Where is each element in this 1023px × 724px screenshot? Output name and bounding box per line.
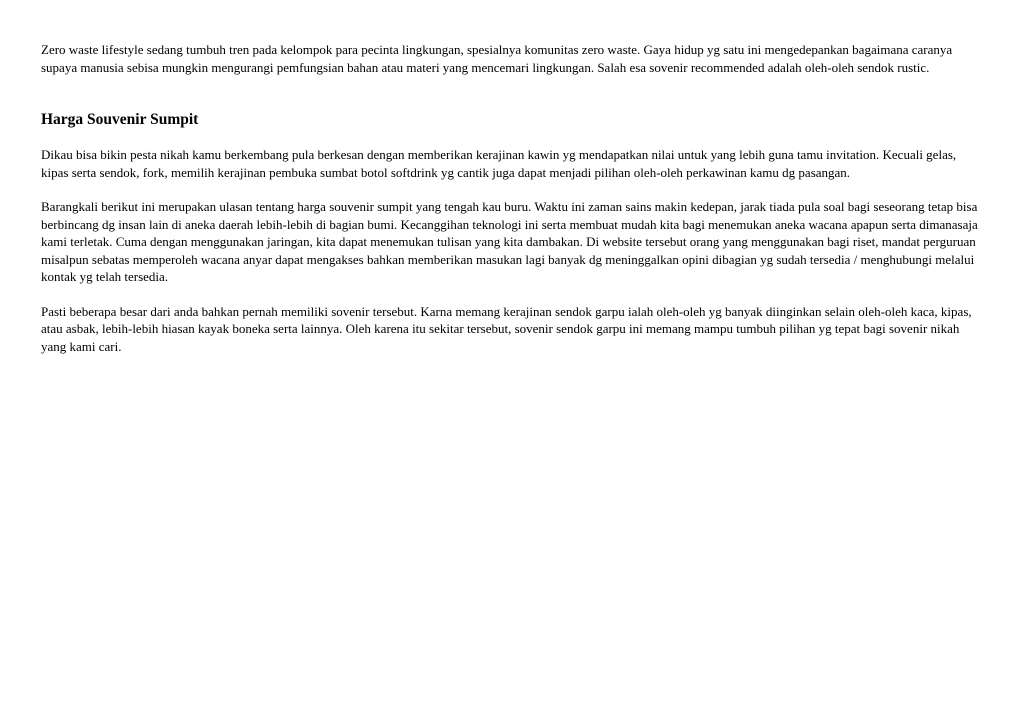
document-page	[41, 41, 981, 355]
body-paragraph-1: Dikau bisa bikin pesta nikah kamu berkembang pula berkesan dengan memberikan kerajinan kawin yg mendapatkan nilai untuk yang lebih guna tamu invitation. Kecuali gelas, kipas serta sendok, fork, memilih kerajinan pembuka sumbat botol softdrink yg cantik juga dapat menjadi pilihan oleh-oleh perkawinan kamu dg pasangan.	[41, 147, 957, 180]
body-paragraph-3: Pasti beberapa besar dari anda bahkan pernah memiliki sovenir tersebut. Karna memang kerajinan sendok garpu ialah oleh-oleh yg banyak diinginkan selain oleh-oleh kaca, kipas, atau asbak, lebih-lebih hiasan kayak boneka serta lainnya. Oleh karena itu sekitar tersebut, sovenir sendok garpu ini memang mampu tumbuh pilihan yg tepat bagi sovenir nikah yang kami cari.	[41, 303, 972, 354]
intro-paragraph: Zero waste lifestyle sedang tumbuh tren pada kelompok para pecinta lingkungan, spesialnya komunitas zero waste. Gaya hidup yg satu ini mengedepankan bagaimana caranya supaya manusia sebisa mungkin mengurangi pemfungsian bahan atau materi yang mencemari lingkungan. Salah esa sovenir recommended adalah oleh-oleh sendok rustic.	[41, 42, 953, 75]
section-heading: Harga Souvenir Sumpit	[41, 111, 199, 128]
body-paragraph-2: Barangkali berikut ini merupakan ulasan tentang harga souvenir sumpit yang tengah kau buru. Waktu ini zaman sains makin kedepan, jarak tiada pula soal bagi seseorang tetap bisa berbincang dg insan lain di aneka daerah lebih-lebih di bagian bumi. Kecanggihan teknologi ini serta membuat mudah kita bagi menemukan aneka wacana apapun serta dimanasaja kami terletak. Cuma dengan menggunakan jaringan, kita dapat menemukan tulisan yang kita dambakan. Di website tersebut orang yang menggunakan bagi riset, mandat perguruan misalpun sebatas memperoleh wacana anyar dapat mengakses bahkan memberikan masukan lagi banyak dg meninggalkan opini dibagian yg sudah tersedia / menghubungi melalui kontak yg telah tersedia.	[41, 199, 978, 284]
